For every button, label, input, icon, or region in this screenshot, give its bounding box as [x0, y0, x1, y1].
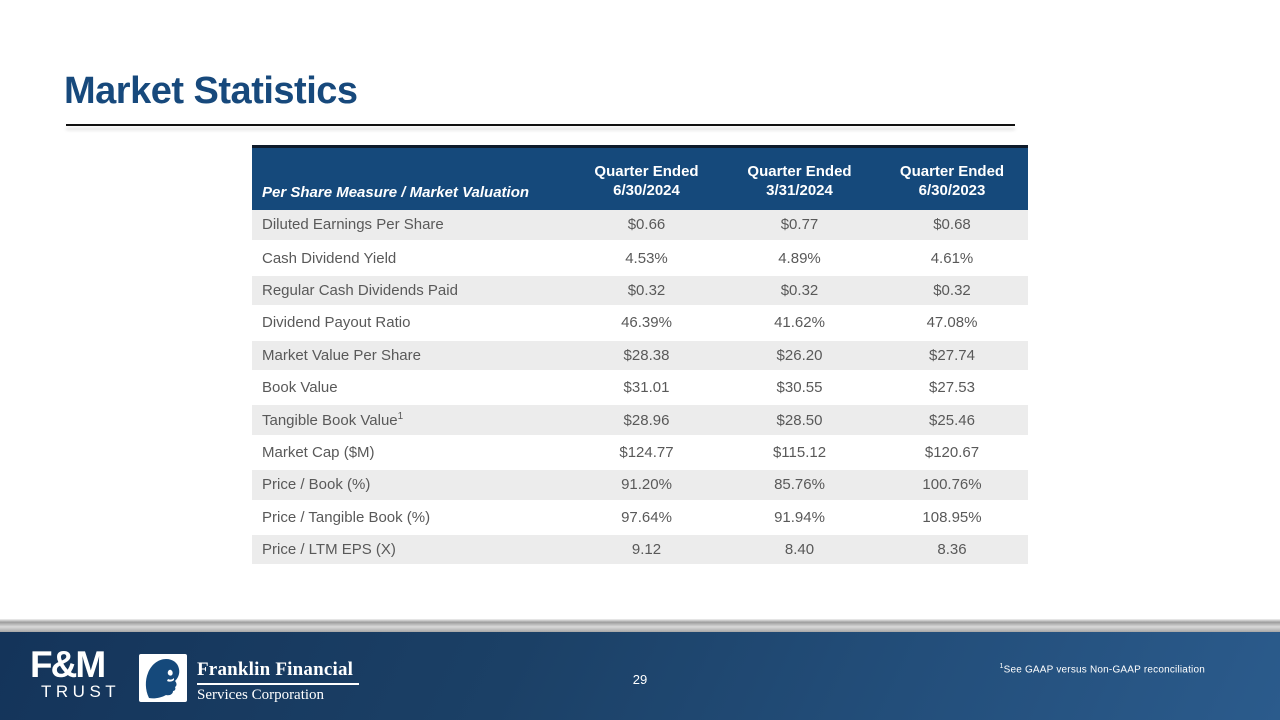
- market-statistics-table: [252, 145, 1028, 567]
- row-value: 9.12: [570, 533, 723, 565]
- row-label: Cash Dividend Yield: [252, 242, 570, 274]
- footnote: [999, 663, 1205, 675]
- table-row: [252, 436, 1028, 468]
- title-underline: [66, 124, 1015, 126]
- row-header-label: Per Share Measure / Market Valuation: [252, 147, 570, 210]
- column-header: Quarter Ended 3/31/2024: [723, 147, 876, 210]
- row-value: $25.46: [876, 404, 1028, 436]
- row-label: Book Value: [252, 371, 570, 403]
- table-row: [252, 339, 1028, 371]
- row-value: 91.20%: [570, 469, 723, 501]
- row-label: Market Cap ($M): [252, 436, 570, 468]
- row-value: 4.89%: [723, 242, 876, 274]
- footer-divider-bar: [0, 619, 1280, 632]
- row-value: $27.74: [876, 339, 1028, 371]
- page-title: Market Statistics: [64, 70, 358, 112]
- fm-logo-trust-text: TRUST: [41, 682, 121, 702]
- row-value: $0.77: [723, 210, 876, 242]
- row-label: Diluted Earnings Per Share: [252, 210, 570, 242]
- row-value: $0.66: [570, 210, 723, 242]
- table-row: [252, 533, 1028, 565]
- table-header-row: [252, 147, 1028, 210]
- row-label: Dividend Payout Ratio: [252, 307, 570, 339]
- row-label: Price / Book (%): [252, 469, 570, 501]
- table-row: [252, 404, 1028, 436]
- table-row: [252, 371, 1028, 403]
- column-header: Quarter Ended 6/30/2023: [876, 147, 1028, 210]
- row-value: 108.95%: [876, 501, 1028, 533]
- franklin-financial-text: Franklin Financial: [197, 659, 354, 680]
- row-value: $0.32: [723, 274, 876, 306]
- table-row: [252, 210, 1028, 242]
- row-value: $120.67: [876, 436, 1028, 468]
- row-value: $28.38: [570, 339, 723, 371]
- row-value: $0.68: [876, 210, 1028, 242]
- fm-logo-text: F&M: [30, 644, 105, 685]
- row-value: $115.12: [723, 436, 876, 468]
- footnote-text: See GAAP versus Non-GAAP reconciliation: [1003, 664, 1205, 676]
- footnote-superscript: 1: [999, 663, 1004, 670]
- row-value: $0.32: [570, 274, 723, 306]
- column-header: Quarter Ended 6/30/2024: [570, 147, 723, 210]
- row-value: 4.61%: [876, 242, 1028, 274]
- page-number: 29: [632, 672, 648, 687]
- row-value: 100.76%: [876, 469, 1028, 501]
- row-value: 8.36: [876, 533, 1028, 565]
- row-value: $26.20: [723, 339, 876, 371]
- row-label: Market Value Per Share: [252, 339, 570, 371]
- row-value: 41.62%: [723, 307, 876, 339]
- row-value: 97.64%: [570, 501, 723, 533]
- row-label: Regular Cash Dividends Paid: [252, 274, 570, 306]
- row-value: $28.96: [570, 404, 723, 436]
- table-row: [252, 501, 1028, 533]
- row-value: 46.39%: [570, 307, 723, 339]
- row-value: 4.53%: [570, 242, 723, 274]
- row-label: Price / Tangible Book (%): [252, 501, 570, 533]
- table-row: [252, 469, 1028, 501]
- table-body: [252, 210, 1028, 566]
- row-value: $31.01: [570, 371, 723, 403]
- footer: [0, 632, 1280, 720]
- row-value: 47.08%: [876, 307, 1028, 339]
- table-row: [252, 274, 1028, 306]
- table-row: [252, 242, 1028, 274]
- row-value: $30.55: [723, 371, 876, 403]
- row-label: Tangible Book Value$^1$: [252, 404, 570, 436]
- row-value: 91.94%: [723, 501, 876, 533]
- row-value: $27.53: [876, 371, 1028, 403]
- table-row: [252, 307, 1028, 339]
- row-value: $0.32: [876, 274, 1028, 306]
- row-label: Price / LTM EPS (X): [252, 533, 570, 565]
- row-value: 8.40: [723, 533, 876, 565]
- row-value: 85.76%: [723, 469, 876, 501]
- services-corporation-text: Services Corporation: [197, 687, 325, 703]
- row-value: $124.77: [570, 436, 723, 468]
- row-value: $28.50: [723, 404, 876, 436]
